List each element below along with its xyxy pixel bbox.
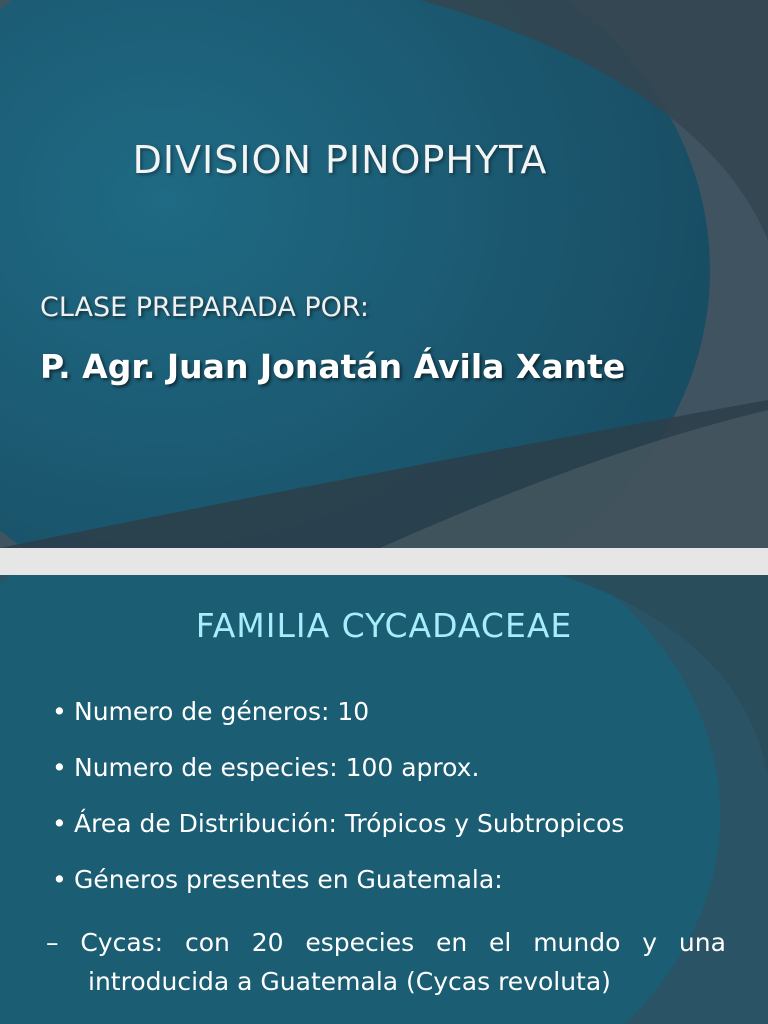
dash-marker: – <box>46 928 59 957</box>
sub-item-line-1: – Cycas: con 20 especies en el mundo y una <box>46 923 726 962</box>
prepared-by-label: CLASE PREPARADA POR: <box>40 292 369 323</box>
bullet-item: • Géneros presentes en Guatemala: <box>52 865 503 894</box>
sub-item-cycas <box>46 923 726 1001</box>
bullet-dot-icon: • <box>52 809 67 838</box>
bullet-dot-icon: • <box>52 697 67 726</box>
slide-1-title: DIVISION PINOPHYTA <box>132 138 548 182</box>
bullet-item: • Área de Distribución: Trópicos y Subtropicos <box>52 809 625 838</box>
bullet-list <box>52 697 742 921</box>
sub-item-line-2: introducida a Guatemala (Cycas revoluta) <box>88 967 611 996</box>
author-name: P. Agr. Juan Jonatán Ávila Xante <box>40 347 626 386</box>
bullet-item: • Numero de géneros: 10 <box>52 697 370 726</box>
slide-2-title: FAMILIA CYCADACEAE <box>195 606 573 645</box>
slide-2 <box>0 575 768 1024</box>
bullet-item: • Numero de especies: 100 aprox. <box>52 753 480 782</box>
bullet-dot-icon: • <box>52 753 67 782</box>
bullet-dot-icon: • <box>52 865 67 894</box>
slide-separator <box>0 548 768 575</box>
